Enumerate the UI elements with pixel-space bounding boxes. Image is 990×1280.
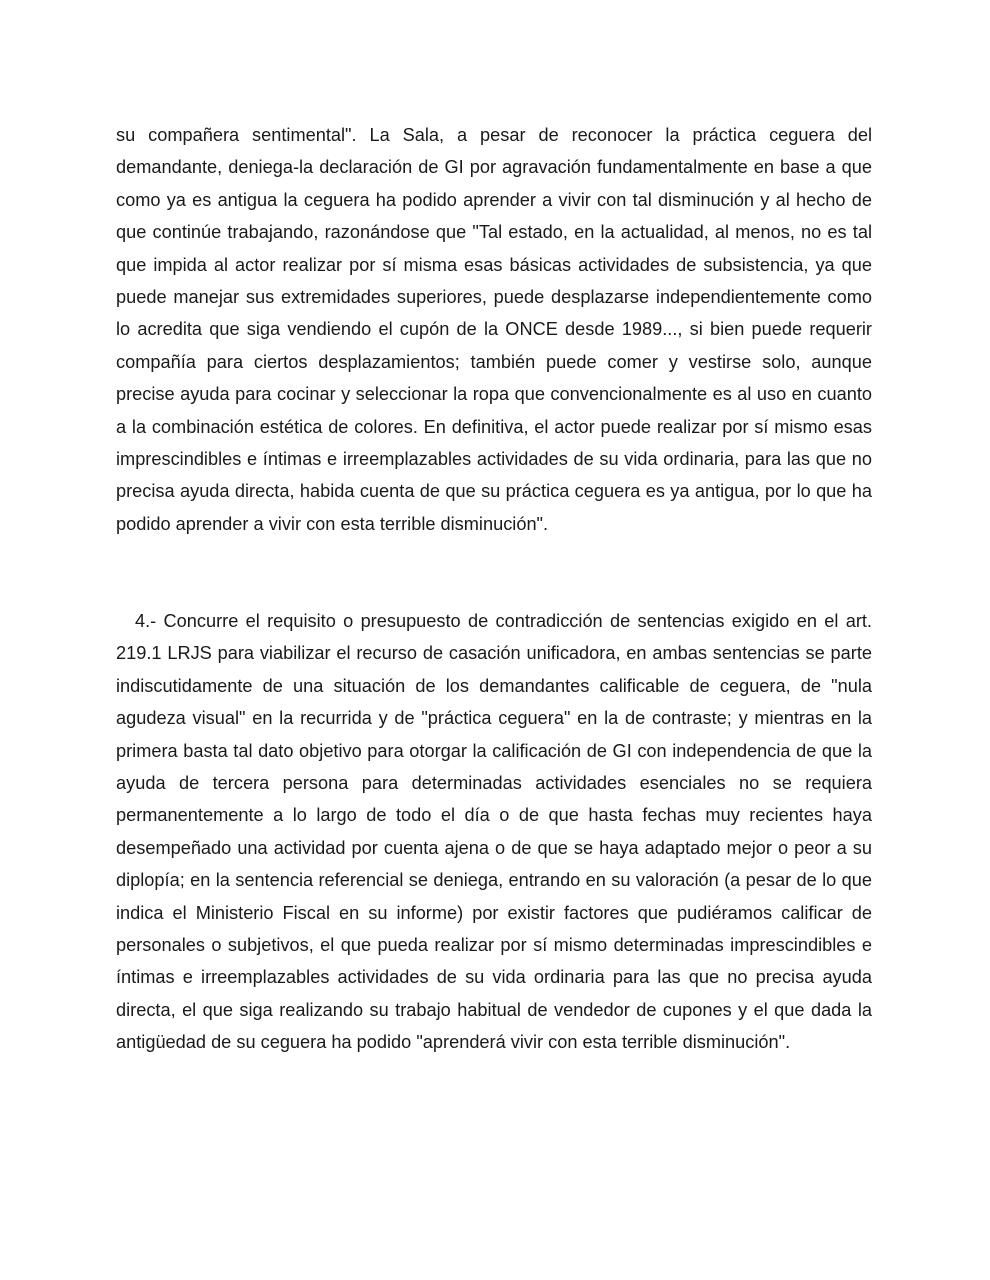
- paragraph-2: 4.- Concurre el requisito o presupuesto de contradicción de sentencias exigido en el art. 219.1 LRJS para viabilizar el recurso de casación unificadora, en ambas sentencias se parte indiscutidamente de una situación de los demandantes calificable de ceguera, de "nula agudeza visual" en la recurrida y de "práctica ceguera" en la de contraste; y mientras en la primera basta tal dato objetivo para otorgar la calificación de GI con independencia de que la ayuda de tercera persona para determinadas actividades esenciales no se requiera permanentemente a lo largo de todo el día o de que hasta fechas muy recientes haya desempeñado una actividad por cuenta ajena o de que se haya adaptado mejor o peor a su diplopía; en la sentencia referencial se deniega, entrando en su valoración (a pesar de lo que indica el Ministerio Fiscal en su informe) por existir factores que pudiéramos calificar de personales o subjetivos, el que pueda realizar por sí mismo determinadas imprescindibles e íntimas e irreemplazables actividades de su vida ordinaria para las que no precisa ayuda directa, el que siga realizando su trabajo habitual de vendedor de cupones y el que dada la antigüedad de su ceguera ha podido "aprenderá vivir con esta terrible disminución".: [116, 611, 872, 1053]
- paragraph-1: su compañera sentimental". La Sala, a pesar de reconocer la práctica ceguera del demandante, deniega-la declaración de GI por agravación fundamentalmente en base a que como ya es antigua la ceguera ha podido aprender a vivir con tal disminución y al hecho de que continúe trabajando, razonándose que "Tal estado, en la actualidad, al menos, no es tal que impida al actor realizar por sí misma esas básicas actividades de subsistencia, ya que puede manejar sus extremidades superiores, puede desplazarse independientemente como lo acredita que siga vendiendo el cupón de la ONCE desde 1989..., si bien puede requerir compañía para ciertos desplazamientos; también puede comer y vestirse solo, aunque precise ayuda para cocinar y seleccionar la ropa que convencionalmente es al uso en cuanto a la combinación estética de colores. En definitiva, el actor puede realizar por sí mismo esas imprescindibles e íntimas e irreemplazables actividades de su vida ordinaria, para las que no precisa ayuda directa, habida cuenta de que su práctica ceguera es ya antigua, por lo que ha podido aprender a vivir con esta terrible disminución".: [116, 125, 872, 534]
